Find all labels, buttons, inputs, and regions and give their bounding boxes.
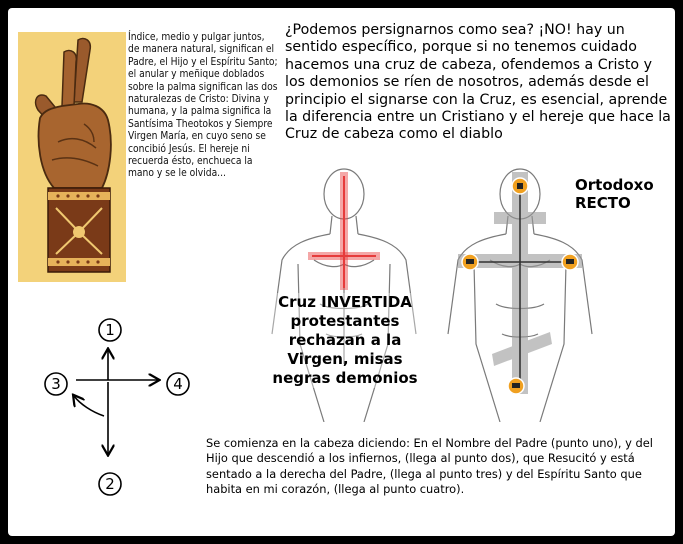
inverted-label-line3: rechazan a la [288, 331, 402, 349]
hand-illustration [18, 32, 126, 282]
inverted-label [270, 293, 420, 388]
orthodox-label-line2: RECTO [575, 194, 631, 212]
point-marker-4 [562, 254, 578, 270]
orthodox-label-line1: Ortodoxo [575, 176, 654, 194]
point-4-label: 4 [173, 375, 183, 393]
point-1-label: 1 [105, 321, 115, 339]
intro-text: ¿Podemos persignarnos como sea? ¡NO! hay un sentido específico, porque si no tenemos cuidado hacemos una cruz de cabeza, ofendemos a Cristo y los demonios se ríen de nosotros, además desde el principio el signarse con la Cruz, es esencial, aprende la diferencia entre un Cristiano y el hereje que hace la Cruz de cabeza como el diablo [285, 22, 671, 143]
instructions-text: Se comienza en la cabeza diciendo: En el Nombre del Padre (punto uno), y del Hijo que descendió a los infiernos, (llega al punto dos), que Resucitó y está sentado a la derecha del Padre, (llega al punto tres) y del Espíritu Santo que habita en mi corazón, (llega al punto cuatro). [206, 436, 653, 497]
orthodox-label [575, 176, 654, 212]
inverted-label-line5: negras demonios [272, 369, 418, 387]
point-2-label: 2 [105, 475, 115, 493]
hand-blessing-icon [18, 32, 126, 282]
point-marker-1 [512, 178, 528, 194]
point-3-label: 3 [51, 375, 61, 393]
inverted-label-line2: protestantes [290, 312, 400, 330]
point-marker-3 [462, 254, 478, 270]
sign-of-cross-diagram [36, 312, 206, 502]
point-marker-2 [508, 378, 524, 394]
inverted-label-line4: Virgen, misas [287, 350, 403, 368]
infographic-card [8, 8, 675, 536]
hand-caption: Índice, medio y pulgar juntos, de manera natural, significan el Padre, el Hijo y el Espíritu Santo; el anular y meñique doblados sobre la palma significan las dos naturalezas de Cristo: Divina y humana, y la palma significa la Santísima Theotokos y Siempre Virgen María, en cuyo seno se concibió Jesús. El hereje ni recuerda ésto, enchueca la mano y se le olvida... [128, 32, 278, 180]
inverted-label-line1: Cruz INVERTIDA [278, 293, 412, 311]
